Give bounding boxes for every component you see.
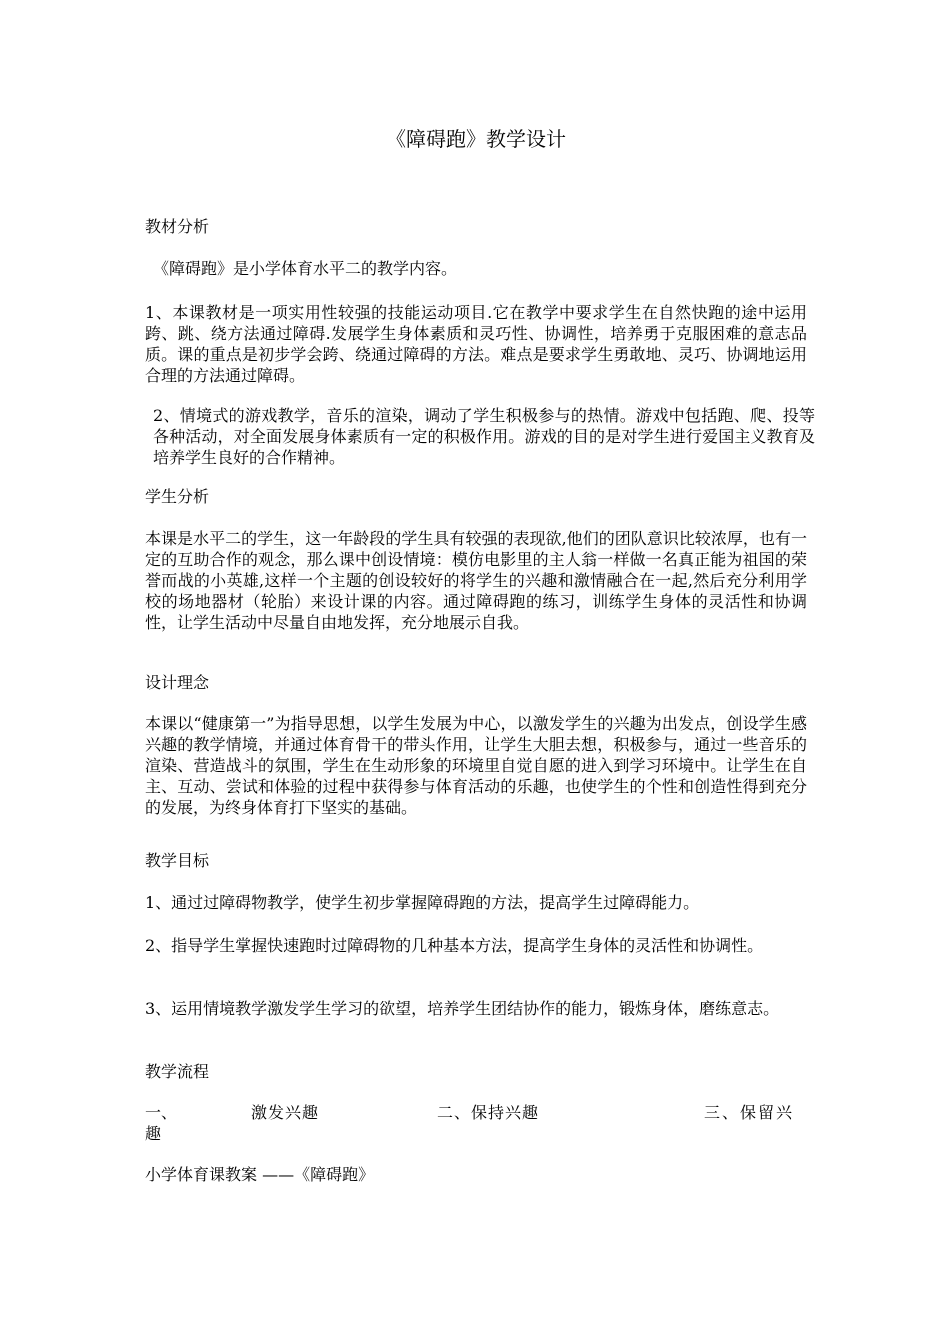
section-heading-teaching-flow: 教学流程 xyxy=(145,1062,210,1081)
lesson-plan-heading: 小学体育课教案 ——《障碍跑》 xyxy=(145,1165,375,1184)
teaching-goal-1: 1、通过过障碍物教学，使学生初步掌握障碍跑的方法，提高学生过障碍能力。 xyxy=(145,893,700,912)
student-analysis-body: 本课是水平二的学生，这一年龄段的学生具有较强的表现欲,他们的团队意识比较浓厚，也有一定的互助合作的观念，那么课中创设情境：模仿电影里的主人翁一样做一名真正能为祖国的荣誉而战的小英雄,这样一个主题的创设较好的将学生的兴趣和激情融合在一起,然后充分利用学校的场地器材（轮胎）来设计课的内容。通过障碍跑的练习，训练学生身体的灵活性和协调性，让学生活动中尽量自由地发挥，充分地展示自我。 xyxy=(145,529,807,632)
section-heading-material-analysis: 教材分析 xyxy=(145,217,210,236)
document-title: 《障碍跑》教学设计 xyxy=(386,127,566,151)
flow-step-3-label-continued: 趣 xyxy=(145,1124,162,1143)
design-concept-body: 本课以“健康第一”为指导思想，以学生发展为中心，以激发学生的兴趣为出发点，创设学生感兴趣的教学情境，并通过体育骨干的带头作用，让学生大胆去想，积极参与，通过一些音乐的渲染、营造战斗的氛围，学生在生动形象的环境里自觉自愿的进入到学习环境中。让学生在自主、互动、尝试和体验的过程中获得参与体育活动的乐趣，也使学生的个性和创造性得到充分的发展，为终身体育打下坚实的基础。 xyxy=(145,714,807,817)
material-analysis-paragraph-2: 2、情境式的游戏教学，音乐的渲染，调动了学生积极参与的热情。游戏中包括跑、爬、投等各种活动，对全面发展身体素质有一定的积极作用。游戏的目的是对学生进行爱国主义教育及培养学生良好的合作精神。 xyxy=(153,406,815,467)
section-heading-student-analysis: 学生分析 xyxy=(145,487,210,506)
teaching-goal-2: 2、指导学生掌握快速跑时过障碍物的几种基本方法，提高学生身体的灵活性和协调性。 xyxy=(145,936,764,955)
flow-step-1-number: 一、 xyxy=(145,1103,178,1122)
material-analysis-intro: 《障碍跑》是小学体育水平二的教学内容。 xyxy=(153,259,458,278)
material-analysis-paragraph-1: 1、本课教材是一项实用性较强的技能运动项目.它在教学中要求学生在自然快跑的途中运用跨、跳、绕方法通过障碍.发展学生身体素质和灵巧性、协调性，培养勇于克服困难的意志品质。课的重点是初步学会跨、绕通过障碍的方法。难点是要求学生勇敢地、灵巧、协调地运用合理的方法通过障碍。 xyxy=(145,303,807,385)
flow-step-1-label: 激发兴趣 xyxy=(251,1103,320,1122)
teaching-goal-3: 3、运用情境教学激发学生学习的欲望，培养学生团结协作的能力，锻炼身体，磨练意志。 xyxy=(145,999,780,1018)
teaching-flow-steps xyxy=(145,1102,807,1144)
section-heading-design-concept: 设计理念 xyxy=(145,673,210,692)
flow-step-2-label: 二、保持兴趣 xyxy=(437,1103,540,1122)
flow-step-3-label: 三、保留兴 xyxy=(704,1103,795,1122)
section-heading-teaching-goals: 教学目标 xyxy=(145,851,210,870)
